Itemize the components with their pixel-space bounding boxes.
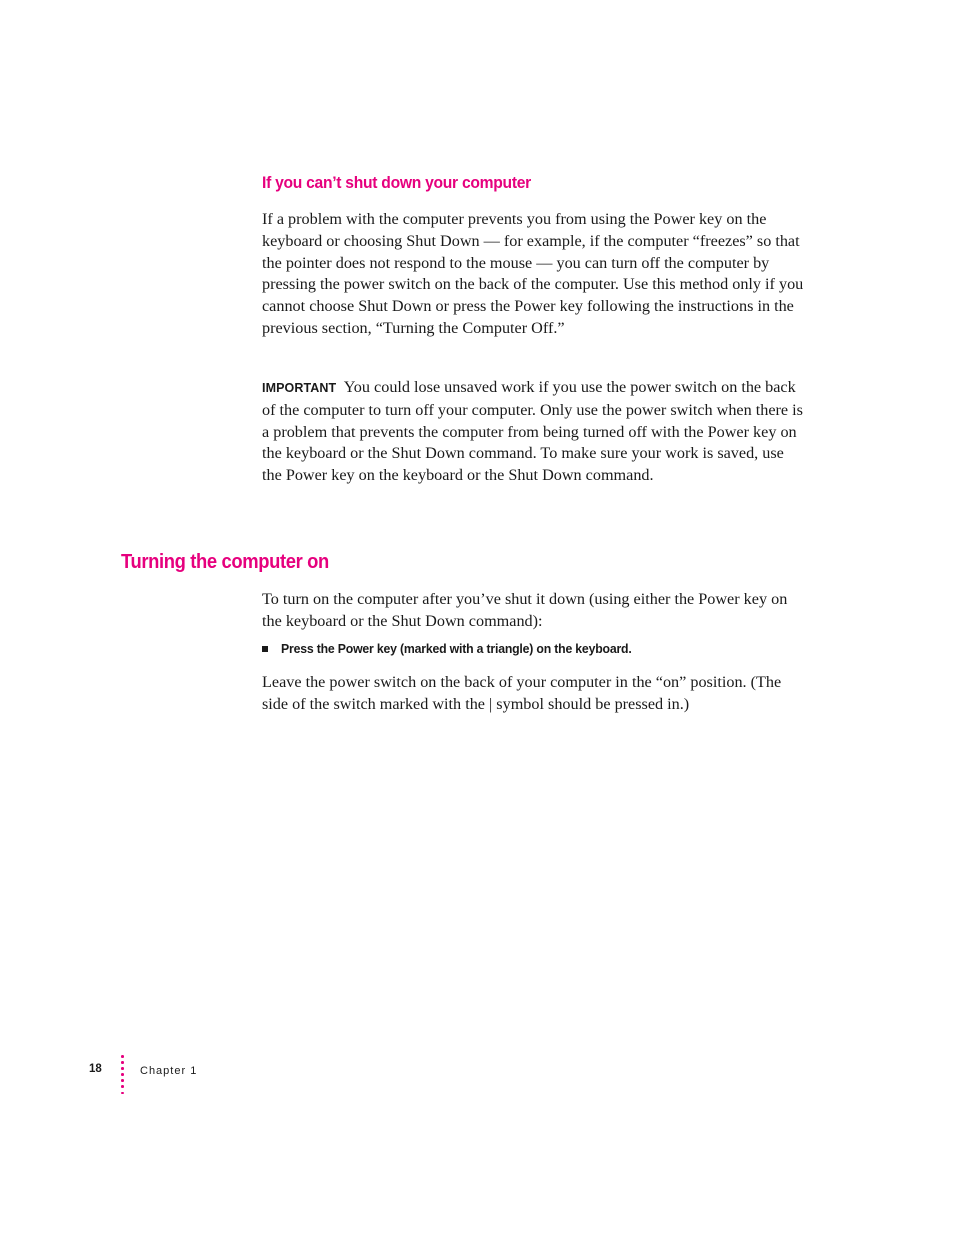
- important-text: You could lose unsaved work if you use the power switch on the back of the computer to turn off your computer. Only use the power switch when there is a problem that prevents the computer from being turned off with the Power key on the keyboard or the Shut Down command. To make sure your work is saved, use the Power key on the keyboard or the Shut Down command.: [262, 378, 803, 485]
- heading-turning-on: Turning the computer on: [121, 551, 329, 573]
- paragraph-turn-on-intro: To turn on the computer after you’ve shut it down (using either the Power key on the keyboard or the Shut Down command):: [262, 590, 788, 630]
- chapter-label: Chapter 1: [140, 1065, 198, 1077]
- dotted-divider-icon: [121, 1055, 125, 1095]
- page-number: 18: [89, 1063, 102, 1075]
- step-item: [262, 641, 822, 656]
- subheading-shutdown: If you can’t shut down your computer: [262, 173, 531, 192]
- square-bullet-icon: [262, 646, 268, 652]
- paragraph-shutdown: If a problem with the computer prevents you from using the Power key on the keyboard or choosing Shut Down — for example, if the computer “freezes” so that the pointer does not respond to the mouse — you can turn off the computer by pressing the power switch on the back of the computer. Use this method only if you cannot choose Shut Down or press the Power key following the instructions in the previous section, “Turning the Computer Off.”: [262, 210, 804, 337]
- step-text: Press the Power key (marked with a triangle) on the keyboard.: [281, 641, 632, 656]
- important-note: [262, 377, 807, 487]
- paragraph-power-switch-note: Leave the power switch on the back of your computer in the “on” position. (The side of the switch marked with the | symbol should be pressed in.): [262, 673, 782, 713]
- important-label: IMPORTANT: [262, 381, 337, 395]
